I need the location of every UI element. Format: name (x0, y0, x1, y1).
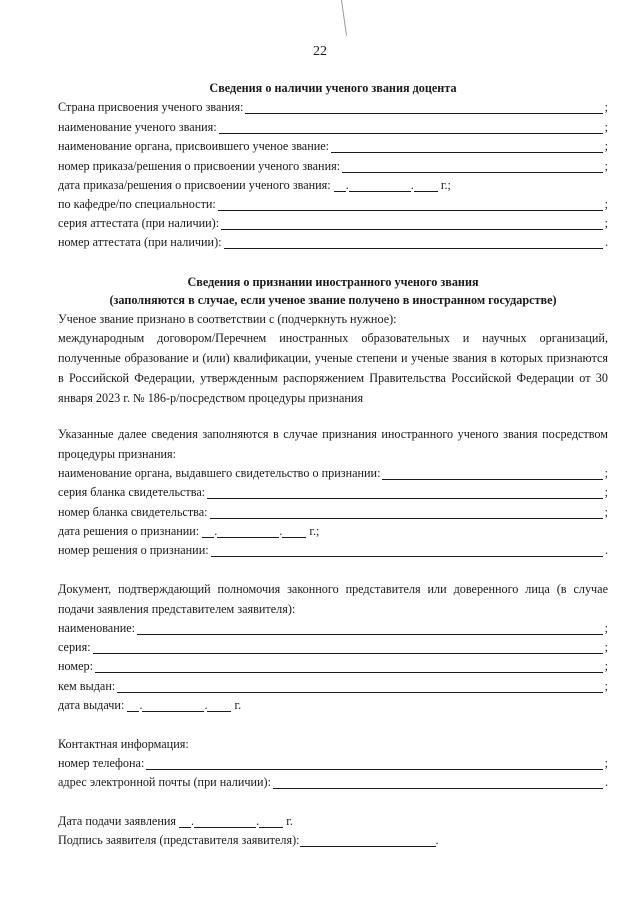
field-awarding-body[interactable]: наименование органа, присвоившего ученое звание: ; (58, 139, 608, 153)
field-recognition-body[interactable]: наименование органа, выдавшего свидетельство о признании: ; (58, 466, 608, 480)
field-phone[interactable]: номер телефона: ; (58, 756, 608, 770)
field-certificate-series[interactable]: серия аттестата (при наличии): ; (58, 216, 608, 230)
field-email[interactable]: адрес электронной почты (при наличии): . (58, 775, 608, 789)
field-doc-issuer[interactable]: кем выдан: ; (58, 679, 608, 693)
procedure-note: Указанные далее сведения заполняются в случае признания иностранного ученого звания посредством процедуры признания: (58, 427, 608, 461)
field-form-series[interactable]: серия бланка свидетельства: ; (58, 485, 608, 499)
field-signature[interactable]: Подпись заявителя (представителя заявителя): . (58, 833, 439, 847)
page-number: 22 (313, 44, 327, 59)
field-country[interactable]: Страна присвоения ученого звания: ; (58, 100, 608, 114)
field-doc-name[interactable]: наименование: ; (58, 621, 608, 635)
field-order-date[interactable]: дата приказа/решения о присвоении ученого звания: . . г.; (58, 178, 451, 192)
field-application-date[interactable]: Дата подачи заявления . . г. (58, 814, 293, 828)
field-decision-date[interactable]: дата решения о признании: . . г.; (58, 524, 320, 538)
field-order-number[interactable]: номер приказа/решения о присвоении ученого звания: ; (58, 159, 608, 173)
section-subtitle-foreign: (заполняются в случае, если ученое звание получено в иностранном государстве) (109, 293, 557, 307)
recognition-intro: Ученое звание признано в соответствии с (подчеркнуть нужное): (58, 312, 397, 326)
field-department[interactable]: по кафедре/по специальности: ; (58, 197, 608, 211)
section-title-docent: Сведения о наличии ученого звания доцента (209, 81, 457, 95)
scan-artifact-line (341, 0, 347, 36)
field-form-number[interactable]: номер бланка свидетельства: ; (58, 505, 608, 519)
representative-note: Документ, подтверждающий полномочия законного представителя или доверенного лица (в случае подачи заявления представителем заявителя): (58, 582, 608, 616)
field-decision-number[interactable]: номер решения о признании: . (58, 543, 608, 557)
field-certificate-number[interactable]: номер аттестата (при наличии): . (58, 235, 608, 249)
field-doc-issue-date[interactable]: дата выдачи: . . г. (58, 698, 242, 712)
section-title-foreign: Сведения о признании иностранного ученого звания (187, 275, 479, 289)
field-doc-number[interactable]: номер: ; (58, 659, 608, 673)
recognition-basis-paragraph[interactable]: международным договором/Перечнем иностранных образовательных и научных организаций, полученные образование и (или) квалификации, ученые степени и ученые звания в которых признаются в Российской Федерации, утвержденным распоряжением Правительства Российской Федерации от 30 января 2023 г. № 186-р/посредством процедуры признания (58, 331, 608, 405)
field-title-name[interactable]: наименование ученого звания: ; (58, 120, 608, 134)
field-doc-series[interactable]: серия: ; (58, 640, 608, 654)
contact-info-title: Контактная информация: (58, 737, 189, 751)
